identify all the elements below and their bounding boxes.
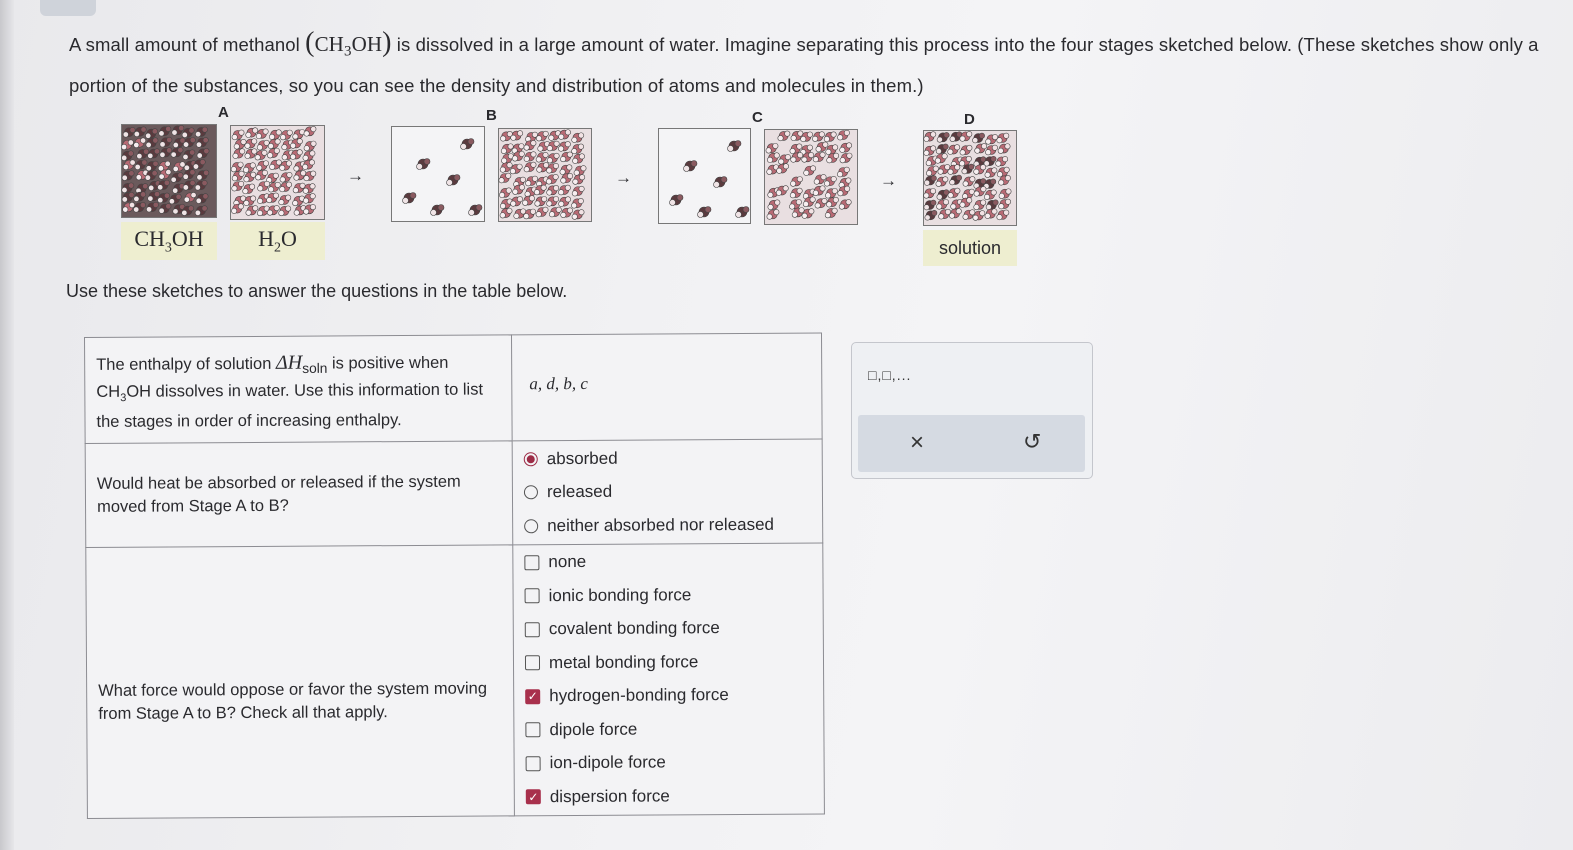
checkmark-icon[interactable]: ✓ xyxy=(525,689,540,704)
undo-icon[interactable]: ↺ xyxy=(1023,429,1042,454)
checkbox-dispersion[interactable]: ✓ dispersion force xyxy=(526,779,813,814)
stage-order-input[interactable]: a, d, b, c xyxy=(529,373,588,394)
q3-prompt: What force would oppose or favor the system moving from Stage A to B? Check all that apply. xyxy=(86,544,515,818)
arrow-a-b: → xyxy=(347,166,364,185)
checkbox-icon[interactable] xyxy=(526,756,541,771)
arrow-b-c: → xyxy=(615,168,632,187)
checkbox-covalent[interactable]: covalent bonding force xyxy=(525,611,812,646)
instruction-text: Use these sketches to answer the questions in the table below. xyxy=(66,281,568,301)
stage-c-methanol-sketch xyxy=(658,128,751,224)
q1-prompt: The enthalpy of solution $\Delta H_{soln}$ is positive when $CH_3OH$ dissolves in water. Use this information to list the stages in order of increasing enthalpy. xyxy=(85,335,513,444)
checkbox-icon[interactable] xyxy=(525,622,540,637)
radio-icon[interactable] xyxy=(524,519,538,533)
checkbox-hydrogen[interactable]: ✓ hydrogen-bonding force xyxy=(525,678,812,713)
checkbox-ionic[interactable]: ionic bonding force xyxy=(524,578,811,613)
methanol-label: $CH_3OH$ xyxy=(121,222,217,260)
checkbox-icon[interactable] xyxy=(524,555,539,570)
collapse-tab[interactable] xyxy=(40,0,96,16)
q3-answers xyxy=(513,542,825,815)
radio-absorbed[interactable]: absorbed xyxy=(524,441,811,476)
q2-prompt: Would heat be absorbed or released if the system moved from Stage A to B? xyxy=(85,441,513,547)
radio-selected-icon[interactable] xyxy=(524,452,538,466)
checkbox-metal[interactable]: metal bonding force xyxy=(525,645,812,680)
checkbox-icon[interactable] xyxy=(525,655,540,670)
stage-b-letter: B xyxy=(486,107,497,124)
solution-label: solution xyxy=(923,230,1017,266)
stage-b-water-sketch xyxy=(498,128,592,222)
toolbox-action-bar xyxy=(858,415,1085,472)
water-label: $H_2O$ xyxy=(230,222,325,260)
intro-text: A small amount of methanol $(CH_3OH)$ is dissolved in a large amount of water. Imagine separating this process into the four stages sketched below. (These sketches show only a portion of the substances, so you can see the density and distribution of atoms and molecules in them.) xyxy=(69,27,1539,96)
checkbox-dipole[interactable]: dipole force xyxy=(525,712,812,747)
checkbox-icon[interactable] xyxy=(525,588,540,603)
q1-answer-cell[interactable] xyxy=(511,333,822,441)
solution-sketch xyxy=(923,130,1017,226)
q2-answers xyxy=(512,439,823,544)
clear-icon[interactable]: × xyxy=(910,429,925,456)
question-table xyxy=(84,332,825,818)
stage-c-water-sketch xyxy=(764,129,858,225)
methanol-sketch xyxy=(121,124,217,218)
radio-neither[interactable]: neither absorbed nor released xyxy=(524,508,811,543)
water-sketch xyxy=(230,125,325,220)
stage-b-methanol-sketch xyxy=(391,126,485,222)
checkmark-icon[interactable]: ✓ xyxy=(526,789,541,804)
fraction-list-icon[interactable]: □,□,... xyxy=(868,367,912,383)
radio-icon[interactable] xyxy=(524,485,538,499)
radio-released[interactable]: released xyxy=(524,474,811,509)
stage-d-letter: D xyxy=(964,111,975,128)
stage-c-letter: C xyxy=(752,109,763,126)
window-edge xyxy=(0,0,14,850)
checkbox-ion-dipole[interactable]: ion-dipole force xyxy=(526,745,813,780)
checkbox-none[interactable]: none xyxy=(524,544,811,579)
answer-toolbox xyxy=(851,342,1093,479)
arrow-c-d: → xyxy=(880,171,897,190)
checkbox-icon[interactable] xyxy=(525,722,540,737)
stage-a-letter: A xyxy=(218,104,229,121)
